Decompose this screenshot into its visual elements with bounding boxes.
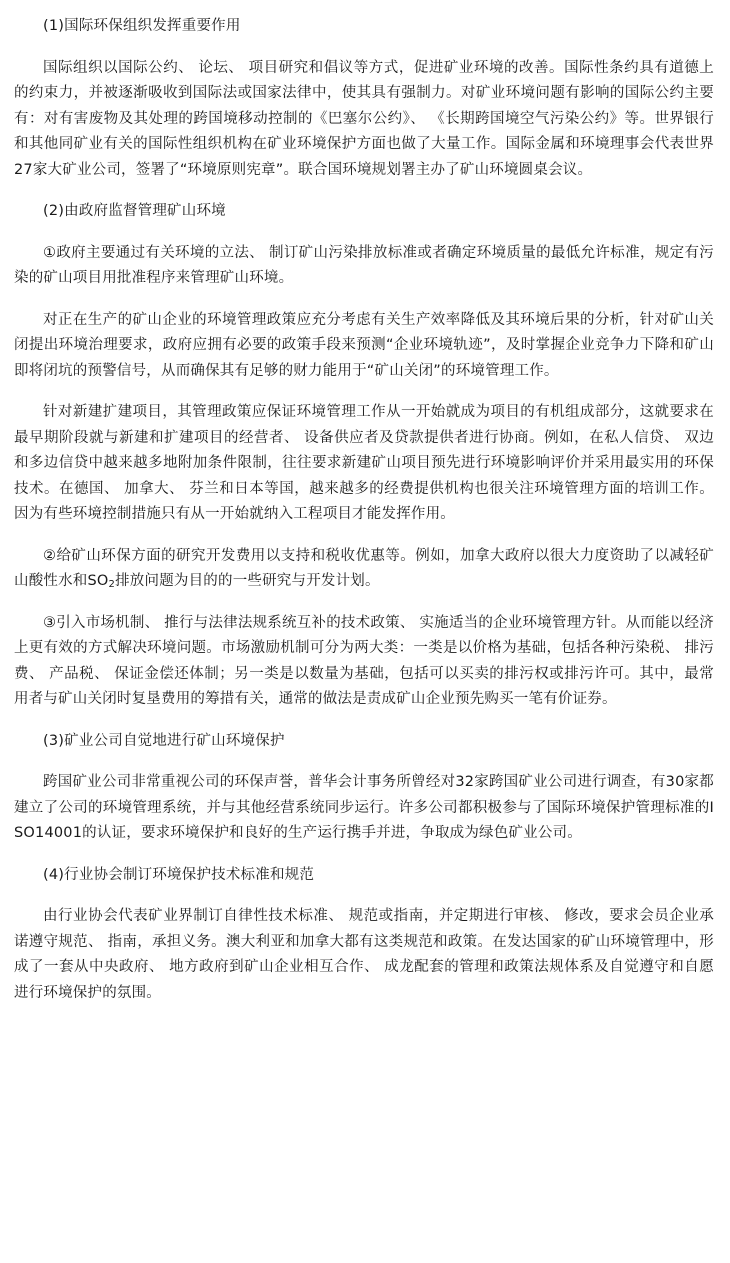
paragraph-industry-associations: 由行业协会代表矿业界制订自律性技术标准、 规范或指南，并定期进行审核、 修改，要求会员企业承诺遵守规范、 指南，承担义务。澳大利亚和加拿大都有这类规范和政策。在发达国家的矿山环境管理中，形成了一套从中央政府、 地方政府到矿山企业相互合作、 成龙配套的管理和政策法规体系及自觉遵守和自愿进行环境保护的氛围。 xyxy=(14,908,714,1001)
paragraph-new-projects-policy: 针对新建扩建项目，其管理政策应保证环境管理工作从一开始就成为项目的有机组成部分，这就要求在最早期阶段就与新建和扩建项目的经营者、 设备供应者及贷款提供者进行协商。例如，在私人信贷、 双边和多边信贷中越来越多地附加条件限制，往往要求新建矿山项目预先进行环境影响评价并采用最实用的环保技术。在德国、 加拿大、 芬兰和日本等国，越来越多的经费提供机构也很关注环境管理方面的培训工作。因为有些环境控制措施只有从一开始就纳入工程项目才能发挥作用。 xyxy=(14,404,714,522)
paragraph-rd-funding xyxy=(14,544,714,595)
rd-funding-text-end: 排放问题为目的的一些研究与开发计划。 xyxy=(115,573,380,589)
paragraph-operating-mines-policy: 对正在生产的矿山企业的环境管理政策应充分考虑有关生产效率降低及其环境后果的分析，针对矿山关闭提出环境治理要求，政府应拥有必要的政策手段来预测“企业环境轨迹”，及时掌握企业竞争力下降和矿山即将闭坑的预警信号，从而确保其有足够的财力能用于“矿山关闭”的环境管理工作。 xyxy=(14,311,714,379)
section-heading-1: (1)国际环保组织发挥重要作用 xyxy=(43,18,241,34)
section-heading-3: (3)矿业公司自觉地进行矿山环境保护 xyxy=(43,732,285,749)
document-body xyxy=(14,14,714,1022)
paragraph-government-legislation: ①政府主要通过有关环境的立法、 制订矿山污染排放标准或者确定环境质量的最低允许标准，规定有污染的矿山项目用批准程序来管理矿山环境。 xyxy=(14,244,714,286)
paragraph-international-organizations: 国际组织以国际公约、 论坛、 项目研究和倡议等方式，促进矿业环境的改善。国际性条约具有道德上的约束力，并被逐渐吸收到国际法或国家法律中，使其具有强制力。对矿业环境问题有影响的国际公约主要有：对有害废物及其处理的跨国境移动控制的《巴塞尔公约》、 《长期跨国境空气污染公约》等。世界银行和其他同矿业有关的国际性组织机构在矿业环境保护方面也做了大量工作。国际金属和环境理事会代表世界27家大矿业公司，签署了“环境原则宪章”。联合国环境规划署主办了矿山环境圆桌会议。 xyxy=(14,59,714,178)
paragraph-market-mechanisms: ③引入市场机制、 推行与法律法规系统互补的技术政策、 实施适当的企业环境管理方针。从而能以经济上更有效的方式解决环境问题。市场激励机制可分为两大类：一类是以价格为基础，包括各种污染税、 排污费、 产品税、 保证金偿还体制；另一类是以数量为基础，包括可以买卖的排污权或排污许可。其中，最常用者与矿山关闭时复垦费用的筹措有关，通常的做法是责成矿山企业预先购买一笔有价证券。 xyxy=(14,614,714,707)
rd-funding-text: ②给矿山环保方面的研究开发费用以支持和税收优惠等。例如，加拿大政府以很大力度资助了以减轻矿山酸性水和SO xyxy=(14,547,714,589)
so2-subscript: 2 xyxy=(108,579,116,590)
paragraph-mining-companies: 跨国矿业公司非常重视公司的环保声誉，普华会计事务所曾经对32家跨国矿业公司进行调查，有30家都建立了公司的环境管理系统，并与其他经营系统同步运行。许多公司都积极参与了国际环境保护管理标准的ISO14001的认证，要求环境保护和良好的生产运行携手并进，争取成为绿色矿业公司。 xyxy=(14,774,714,841)
section-heading-2: (2)由政府监督管理矿山环境 xyxy=(43,203,226,219)
section-heading-4: (4)行业协会制订环境保护技术标准和规范 xyxy=(43,866,315,883)
